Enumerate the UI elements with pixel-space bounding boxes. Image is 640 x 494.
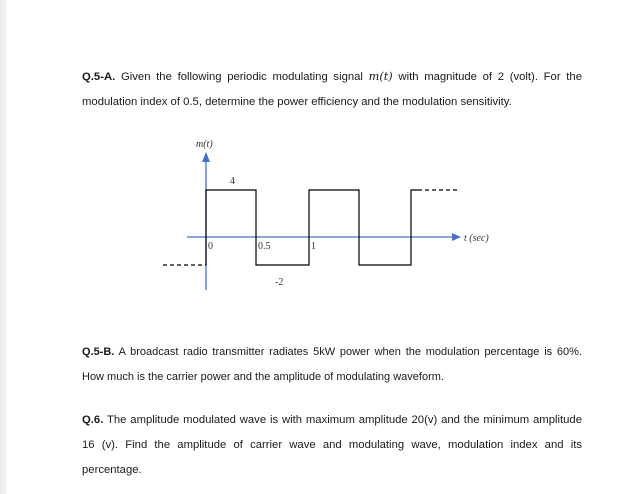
tick-one-label: 1 [311,241,316,252]
x-axis-arrow [452,233,461,241]
tick-half-label: 0.5 [258,241,271,252]
question-5b [82,340,582,390]
question-5a-text-before: Given the following periodic modulating signal [115,71,369,83]
y-axis-arrow [202,152,210,162]
y-axis-label: m(t) [196,139,213,150]
low-level-label: -2 [275,277,284,288]
question-5a-label: Q.5-A. [82,71,116,83]
question-6-text: The amplitude modulated wave is with maximum amplitude 20(v) and the minimum amplitude 16 (v). Find the amplitude of carrier wave and modulating wave, modulation index and its percentage. [82,414,582,476]
question-5a-text-after: with magnitude of 2 (volt). For the modulation index of 0.5, determine the power efficiency and the modulation sensitivity. [82,71,582,108]
signal-square-wave [206,190,418,265]
high-level-label: 4 [230,176,235,187]
question-6-label: Q.6. [82,414,104,426]
question-5a-signal: m(t) [368,70,393,83]
question-5b-label: Q.5-B. [82,346,115,358]
question-6 [82,408,582,483]
origin-label: 0 [208,241,213,252]
x-axis-label: t (sec) [464,233,489,244]
question-5b-text: A broadcast radio transmitter radiates 5kW power when the modulation percentage is 60%. How much is the carrier power and the amplitude of modulating waveform. [82,346,582,383]
